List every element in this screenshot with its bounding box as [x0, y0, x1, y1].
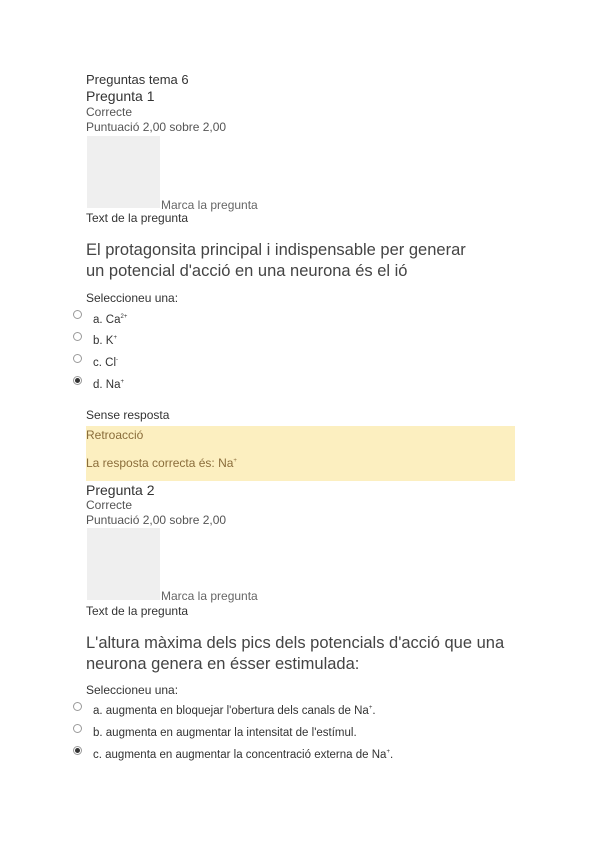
question-2-flag-link[interactable]: Marca la pregunta — [161, 589, 258, 603]
quiz-title: Preguntas tema 6 — [86, 72, 189, 87]
question-1-text-label: Text de la pregunta — [86, 211, 189, 225]
question-2-prompt: Seleccioneu una: — [86, 683, 179, 697]
question-1-option-d-radio[interactable] — [73, 376, 82, 385]
question-1-feedback-box — [86, 426, 515, 481]
question-1-number: Pregunta 1 — [86, 88, 155, 104]
question-2-text-line2: neurona genera en ésser estimulada: — [86, 655, 360, 673]
question-2-option-b[interactable]: b. augmenta en augmentar la intensitat de l'estímul. — [93, 727, 357, 739]
question-1-text-line1: El protagonsita principal i indispensable per generar — [86, 241, 466, 259]
question-2-text-label: Text de la pregunta — [86, 604, 189, 618]
question-1-feedback-answer: La resposta correcta és: Na+ — [86, 456, 237, 470]
question-2-option-c[interactable]: c. augmenta en augmentar la concentració externa de Na+. — [93, 749, 394, 761]
question-2-grade: Puntuació 2,00 sobre 2,00 — [86, 513, 227, 527]
question-1-option-b-radio[interactable] — [73, 332, 82, 341]
question-2-flag-icon[interactable] — [87, 528, 160, 600]
question-1-flag-link[interactable]: Marca la pregunta — [161, 198, 258, 212]
question-1-feedback-title: Retroacció — [86, 428, 144, 442]
question-1-option-c-radio[interactable] — [73, 354, 82, 363]
question-1-option-d[interactable]: d. Na+ — [93, 379, 125, 391]
question-1-prompt: Seleccioneu una: — [86, 291, 179, 305]
question-2-option-a-radio[interactable] — [73, 702, 82, 711]
question-2-option-c-radio[interactable] — [73, 746, 82, 755]
question-2-number: Pregunta 2 — [86, 482, 155, 498]
question-2-option-b-radio[interactable] — [73, 724, 82, 733]
question-1-option-b[interactable]: b. K+ — [93, 335, 117, 347]
question-1-text-line2: un potencial d'acció en una neurona és el ió — [86, 262, 408, 280]
question-2-text-line1: L'altura màxima dels pics dels potencials d'acció que una — [86, 634, 505, 652]
question-1-grade: Puntuació 2,00 sobre 2,00 — [86, 120, 227, 134]
question-2-state: Correcte — [86, 498, 133, 512]
question-1-text — [86, 240, 516, 282]
question-1-option-a[interactable]: a. $Ca^{2+}$ — [93, 314, 128, 326]
question-2-text — [86, 633, 516, 675]
question-1-flag-icon[interactable] — [87, 136, 160, 208]
question-1-option-a-radio[interactable] — [73, 310, 82, 319]
question-1-option-c[interactable]: c. Cl- — [93, 357, 118, 369]
question-1-state: Correcte — [86, 105, 133, 119]
question-1-no-answer: Sense resposta — [86, 408, 170, 422]
question-2-option-a[interactable]: a. augmenta en bloquejar l'obertura dels canals de Na+. — [93, 705, 376, 717]
